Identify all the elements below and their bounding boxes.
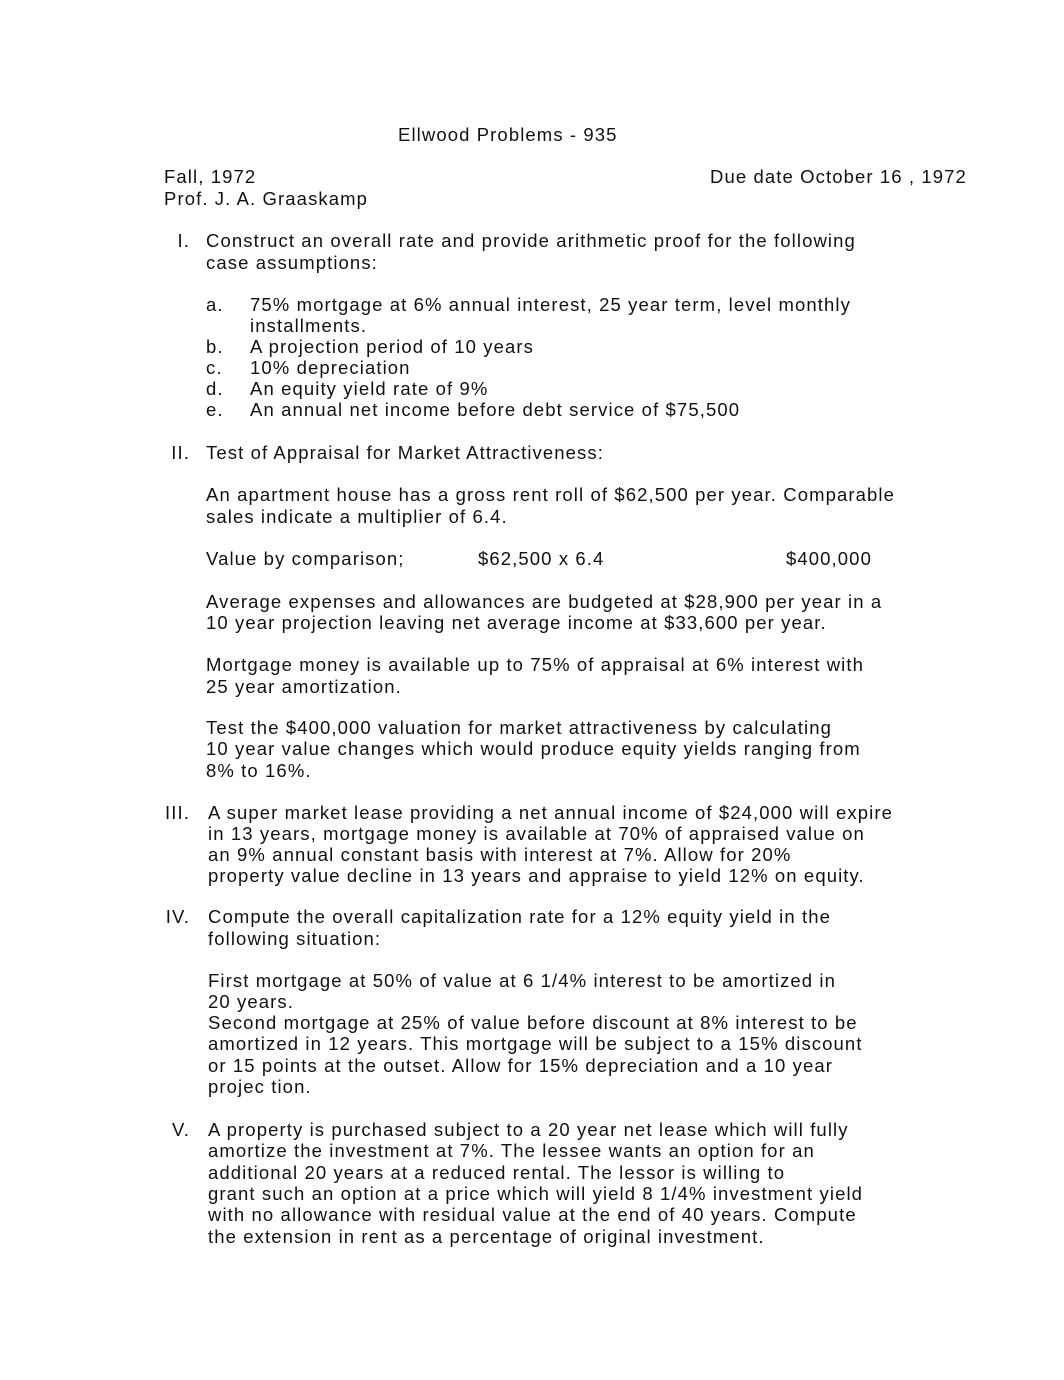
item-text: 10% depreciation <box>250 357 411 378</box>
problem-text: grant such an option at a price which will yield 8 1/4% investment yield <box>208 1183 864 1204</box>
item-label: b. <box>206 336 224 357</box>
paragraph-line: 10 year projection leaving net average income at $33,600 per year. <box>206 612 827 633</box>
problem-number: IV. <box>165 906 190 927</box>
problem-text: A super market lease providing a net annual income of $24,000 will expire <box>208 802 893 823</box>
problem-text: an 9% annual constant basis with interest at 7%. Allow for 20% <box>208 844 792 865</box>
problem-text: Compute the overall capitalization rate for a 12% equity yield in the <box>208 906 831 927</box>
item-label: a. <box>206 294 224 315</box>
paragraph-line: An apartment house has a gross rent roll of $62,500 per year. Comparable <box>206 484 896 505</box>
professor: Prof. J. A. Graaskamp <box>164 188 369 209</box>
due-date: Due date October 16 , 1972 <box>710 166 967 187</box>
paragraph-line: or 15 points at the outset. Allow for 15% depreciation and a 10 year <box>208 1055 834 1076</box>
comparison-label: Value by comparison; <box>206 548 405 569</box>
problem-text: property value decline in 13 years and appraise to yield 12% on equity. <box>208 865 865 886</box>
paragraph-line: 25 year amortization. <box>206 676 402 697</box>
paragraph-line: Average expenses and allowances are budgeted at $28,900 per year in a <box>206 591 883 612</box>
comparison-result: $400,000 <box>786 548 872 569</box>
problem-text: following situation: <box>208 928 382 949</box>
paragraph-line: 10 year value changes which would produce equity yields ranging from <box>206 738 861 759</box>
problem-text: additional 20 years at a reduced rental. The lessor is willing to <box>208 1162 786 1183</box>
item-text: An equity yield rate of 9% <box>250 378 489 399</box>
paragraph-line: 8% to 16%. <box>206 760 312 781</box>
item-text: An annual net income before debt service of $75,500 <box>250 399 741 420</box>
problem-text: with no allowance with residual value at the end of 40 years. Compute <box>208 1204 857 1225</box>
problem-text: amortize the investment at 7%. The lessee wants an option for an <box>208 1140 815 1161</box>
problem-number: III. <box>165 802 190 823</box>
item-label: c. <box>206 357 223 378</box>
item-text: 75% mortgage at 6% annual interest, 25 year term, level monthly <box>250 294 851 315</box>
problem-text: case assumptions: <box>206 252 378 273</box>
paragraph-line: amortized in 12 years. This mortgage will be subject to a 15% discount <box>208 1033 863 1054</box>
problem-heading: Test of Appraisal for Market Attractiveness: <box>206 442 604 463</box>
paragraph-line: First mortgage at 50% of value at 6 1/4% interest to be amortized in <box>208 970 837 991</box>
paragraph-line: Second mortgage at 25% of value before discount at 8% interest to be <box>208 1012 858 1033</box>
problem-number: I. <box>177 230 190 251</box>
problem-text: in 13 years, mortgage money is available at 70% of appraised value on <box>208 823 865 844</box>
paragraph-line: projec tion. <box>208 1076 312 1097</box>
item-label: e. <box>206 399 224 420</box>
paragraph-line: Mortgage money is available up to 75% of appraisal at 6% interest with <box>206 654 865 675</box>
comparison-calc: $62,500 x 6.4 <box>478 548 605 569</box>
problem-text: A property is purchased subject to a 20 year net lease which will fully <box>208 1119 849 1140</box>
paragraph-line: 20 years. <box>208 991 294 1012</box>
problem-number: II. <box>171 442 190 463</box>
term: Fall, 1972 <box>164 166 257 187</box>
item-text: A projection period of 10 years <box>250 336 535 357</box>
item-label: d. <box>206 378 224 399</box>
page-title: Ellwood Problems - 935 <box>398 124 618 145</box>
item-text: installments. <box>250 315 368 336</box>
paragraph-line: Test the $400,000 valuation for market attractiveness by calculating <box>206 717 832 738</box>
problem-text: Construct an overall rate and provide arithmetic proof for the following <box>206 230 856 251</box>
problem-number: V. <box>172 1119 190 1140</box>
problem-text: the extension in rent as a percentage of original investment. <box>208 1226 765 1247</box>
paragraph-line: sales indicate a multiplier of 6.4. <box>206 506 508 527</box>
